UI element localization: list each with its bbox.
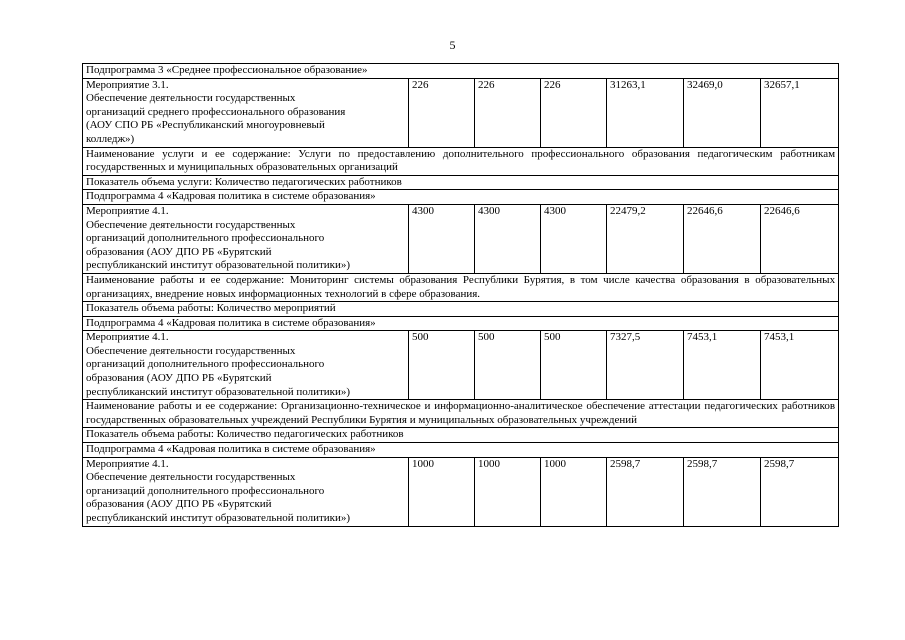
value-cell: 22646,6 — [761, 204, 839, 273]
value-cell: 1000 — [541, 457, 607, 526]
activity-line: Обеспечение деятельности государственных — [86, 344, 296, 357]
activity-line: республиканский институт образовательной политики») — [86, 385, 351, 398]
description-row — [83, 147, 839, 175]
program-row — [83, 64, 839, 79]
value-cell: 226 — [475, 78, 541, 147]
value-cell: 2598,7 — [607, 457, 684, 526]
activity-line: Мероприятие 4.1. — [86, 204, 169, 217]
value-cell: 4300 — [409, 204, 475, 273]
activity-line: Обеспечение деятельности государственных — [86, 92, 296, 105]
description-text: Наименование работы и ее содержание: Организационно-техническое и информационно-аналитическое обеспечение аттестации педагогических работников государственных образовательных учреждений Республики Бурятия и муниципальных образовательных учреждений — [83, 400, 839, 428]
value-cell: 2598,7 — [684, 457, 761, 526]
page-number: 5 — [449, 38, 456, 52]
value-cell: 7327,5 — [607, 331, 684, 400]
activity-row — [83, 78, 839, 147]
activity-line: организаций дополнительного профессионального — [86, 232, 325, 245]
activity-line: организаций среднего профессионального образования — [86, 105, 346, 118]
value-cell: 500 — [475, 331, 541, 400]
value-cell: 7453,1 — [761, 331, 839, 400]
activity-row — [83, 331, 839, 400]
activity-cell — [83, 457, 409, 526]
indicator-text: Показатель объема услуги: Количество педагогических работников — [83, 175, 839, 190]
activity-cell — [83, 204, 409, 273]
activity-line: образования (АОУ ДПО РБ «Бурятский — [86, 498, 272, 511]
value-cell: 31263,1 — [607, 78, 684, 147]
indicator-text: Показатель объема работы: Количество мероприятий — [83, 302, 839, 317]
activity-line: организаций дополнительного профессионального — [86, 484, 325, 497]
program-name: Подпрограмма 4 «Кадровая политика в системе образования» — [83, 190, 839, 205]
value-cell: 226 — [541, 78, 607, 147]
program-name: Подпрограмма 3 «Среднее профессиональное образование» — [83, 64, 839, 79]
program-row — [83, 443, 839, 458]
activity-line: Обеспечение деятельности государственных — [86, 218, 296, 231]
indicator-row — [83, 175, 839, 190]
program-row — [83, 316, 839, 331]
value-cell: 7453,1 — [684, 331, 761, 400]
activity-line: организаций дополнительного профессионального — [86, 358, 325, 371]
value-cell: 32657,1 — [761, 78, 839, 147]
value-cell: 32469,0 — [684, 78, 761, 147]
activity-line: (АОУ СПО РБ «Республиканский многоуровневый — [86, 119, 325, 132]
activity-row — [83, 457, 839, 526]
activity-line: колледж») — [86, 132, 135, 145]
value-cell: 4300 — [541, 204, 607, 273]
value-cell: 1000 — [409, 457, 475, 526]
activity-line: образования (АОУ ДПО РБ «Бурятский — [86, 372, 272, 385]
activity-line: Мероприятие 4.1. — [86, 457, 169, 470]
description-row — [83, 400, 839, 428]
description-text: Наименование услуги и ее содержание: Услуги по предоставлению дополнительного профессионального образования педагогическим работникам государственных и муниципальных образовательных организаций — [83, 147, 839, 175]
description-row — [83, 273, 839, 301]
activity-cell — [83, 331, 409, 400]
activity-line: республиканский институт образовательной политики») — [86, 259, 351, 272]
program-name: Подпрограмма 4 «Кадровая политика в системе образования» — [83, 443, 839, 458]
value-cell: 226 — [409, 78, 475, 147]
program-row — [83, 190, 839, 205]
activity-line: республиканский институт образовательной политики») — [86, 512, 351, 524]
document-table — [82, 63, 839, 527]
activity-line: Мероприятие 3.1. — [86, 78, 169, 91]
value-cell: 22646,6 — [684, 204, 761, 273]
value-cell: 1000 — [475, 457, 541, 526]
value-cell: 4300 — [475, 204, 541, 273]
indicator-row — [83, 302, 839, 317]
value-cell: 500 — [541, 331, 607, 400]
program-name: Подпрограмма 4 «Кадровая политика в системе образования» — [83, 316, 839, 331]
activity-cell — [83, 78, 409, 147]
value-cell: 500 — [409, 331, 475, 400]
indicator-text: Показатель объема работы: Количество педагогических работников — [83, 428, 839, 443]
value-cell: 22479,2 — [607, 204, 684, 273]
activity-row — [83, 204, 839, 273]
description-text: Наименование работы и ее содержание: Мониторинг системы образования Республики Бурятия, в том числе качества образования в образовательных организациях, внедрение новых информационных технологий в сфере образования. — [83, 273, 839, 301]
value-cell: 2598,7 — [761, 457, 839, 526]
activity-line: образования (АОУ ДПО РБ «Бурятский — [86, 245, 272, 258]
activity-line: Мероприятие 4.1. — [86, 331, 169, 344]
indicator-row — [83, 428, 839, 443]
activity-line: Обеспечение деятельности государственных — [86, 471, 296, 484]
